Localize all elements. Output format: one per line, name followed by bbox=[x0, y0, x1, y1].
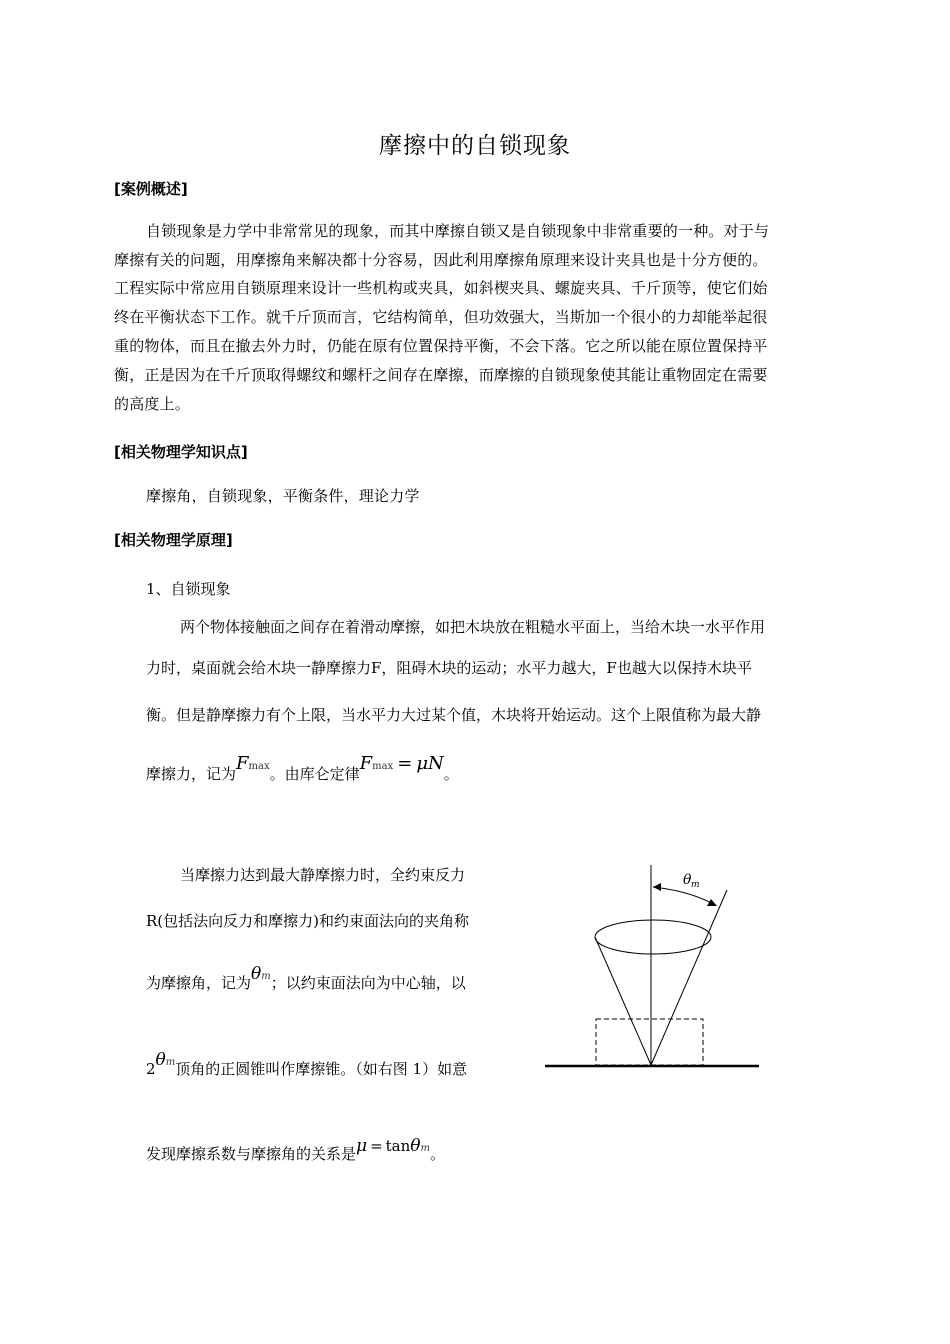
item-title: 1、自锁现象 bbox=[146, 580, 231, 598]
principle-p2-line-4 bbox=[146, 1050, 468, 1079]
overview-line: 自锁现象是力学中非常常见的现象，而其中摩擦自锁又是自锁现象中非常重要的一种。对于与 bbox=[146, 222, 770, 240]
cone-edge-right bbox=[651, 890, 727, 1065]
overview-line: 终在平衡状态下工作。就千斤顶而言，它结构简单，但功效强大，当斯加一个很小的力却能举起很 bbox=[114, 308, 768, 326]
section-heading-overview: [案例概述] bbox=[114, 180, 188, 198]
overview-line: 工程实际中常应用自锁原理来设计一些机构或夹具，如斜楔夹具、螺旋夹具、千斤顶等，使它们始 bbox=[114, 279, 768, 297]
theta-label: θ bbox=[683, 872, 692, 888]
text-run: 。 bbox=[430, 1145, 446, 1163]
theta-m-symbol: θm bbox=[251, 964, 271, 984]
text-run: ；以约束面法向为中心轴，以 bbox=[270, 974, 466, 992]
cone-edge-left bbox=[595, 937, 651, 1065]
principle-p1-line: 衡。但是静摩擦力有个上限，当水平力大过某个值，木块将开始运动。这个上限值称为最大静 bbox=[146, 706, 762, 724]
principle-p2-line-3 bbox=[146, 964, 466, 993]
overview-line: 的高度上。 bbox=[114, 395, 191, 413]
principle-p1-line: 力时，桌面就会给木块一静摩擦力F，阻碍木块的运动；水平力越大，F也越大以保持木块平 bbox=[146, 659, 752, 677]
principle-p1-line: 两个物体接触面之间存在着滑动摩擦，如把木块放在粗糙水平面上，当给木块一水平作用 bbox=[180, 618, 766, 636]
principle-p3 bbox=[146, 1136, 446, 1164]
overview-line: 重的物体，而且在撤去外力时，仍能在原有位置保持平衡，不会下落。它之所以能在原位置保持平 bbox=[114, 337, 768, 355]
fmax-symbol: Fmax bbox=[236, 753, 270, 774]
text-run: 。由库仑定律 bbox=[269, 765, 360, 783]
text-run: 2 bbox=[146, 1060, 156, 1078]
coulomb-law-formula: Fmax = μN bbox=[359, 753, 444, 774]
text-run: 发现摩擦系数与摩擦角的关系是 bbox=[146, 1145, 357, 1163]
section-heading-principle: [相关物理学原理] bbox=[114, 531, 233, 549]
block-dashed-outline bbox=[596, 1019, 703, 1065]
angle-arc bbox=[653, 887, 715, 905]
principle-p1-last-line bbox=[146, 753, 459, 784]
principle-p2-line-2: R(包括法向反力和摩擦力)和约束面法向的夹角称 bbox=[146, 912, 470, 930]
overview-line: 摩擦有关的问题，用摩擦角来解决都十分容易，因此利用摩擦角原理来设计夹具也是十分方便的。 bbox=[114, 251, 768, 269]
text-run: 顶角的正圆锥叫作摩擦锥。（如右图 1）如意 bbox=[175, 1060, 468, 1078]
arc-arrowhead-left bbox=[653, 883, 661, 891]
theta-sub-label: m bbox=[691, 880, 700, 890]
overview-line: 衡，正是因为在千斤顶取得螺纹和螺杆之间存在摩擦，而摩擦的自锁现象使其能让重物固定在需要 bbox=[114, 366, 768, 384]
page-title: 摩擦中的自锁现象 bbox=[379, 133, 571, 159]
mu-tan-formula: μ = tanθm bbox=[356, 1136, 431, 1156]
arc-arrowhead-right bbox=[707, 899, 717, 906]
cone-top-ellipse bbox=[595, 920, 711, 954]
section-heading-knowledge: [相关物理学知识点] bbox=[114, 443, 248, 461]
text-run: 。 bbox=[443, 765, 459, 783]
friction-cone-figure bbox=[540, 855, 770, 1080]
text-run: 摩擦力，记为 bbox=[146, 765, 237, 783]
principle-p2-line-1: 当摩擦力达到最大静摩擦力时，全约束反力 bbox=[180, 866, 466, 884]
theta-m-symbol: θm bbox=[155, 1050, 176, 1070]
text-run: 为摩擦角，记为 bbox=[146, 974, 252, 992]
knowledge-text: 摩擦角，自锁现象，平衡条件，理论力学 bbox=[146, 487, 420, 505]
